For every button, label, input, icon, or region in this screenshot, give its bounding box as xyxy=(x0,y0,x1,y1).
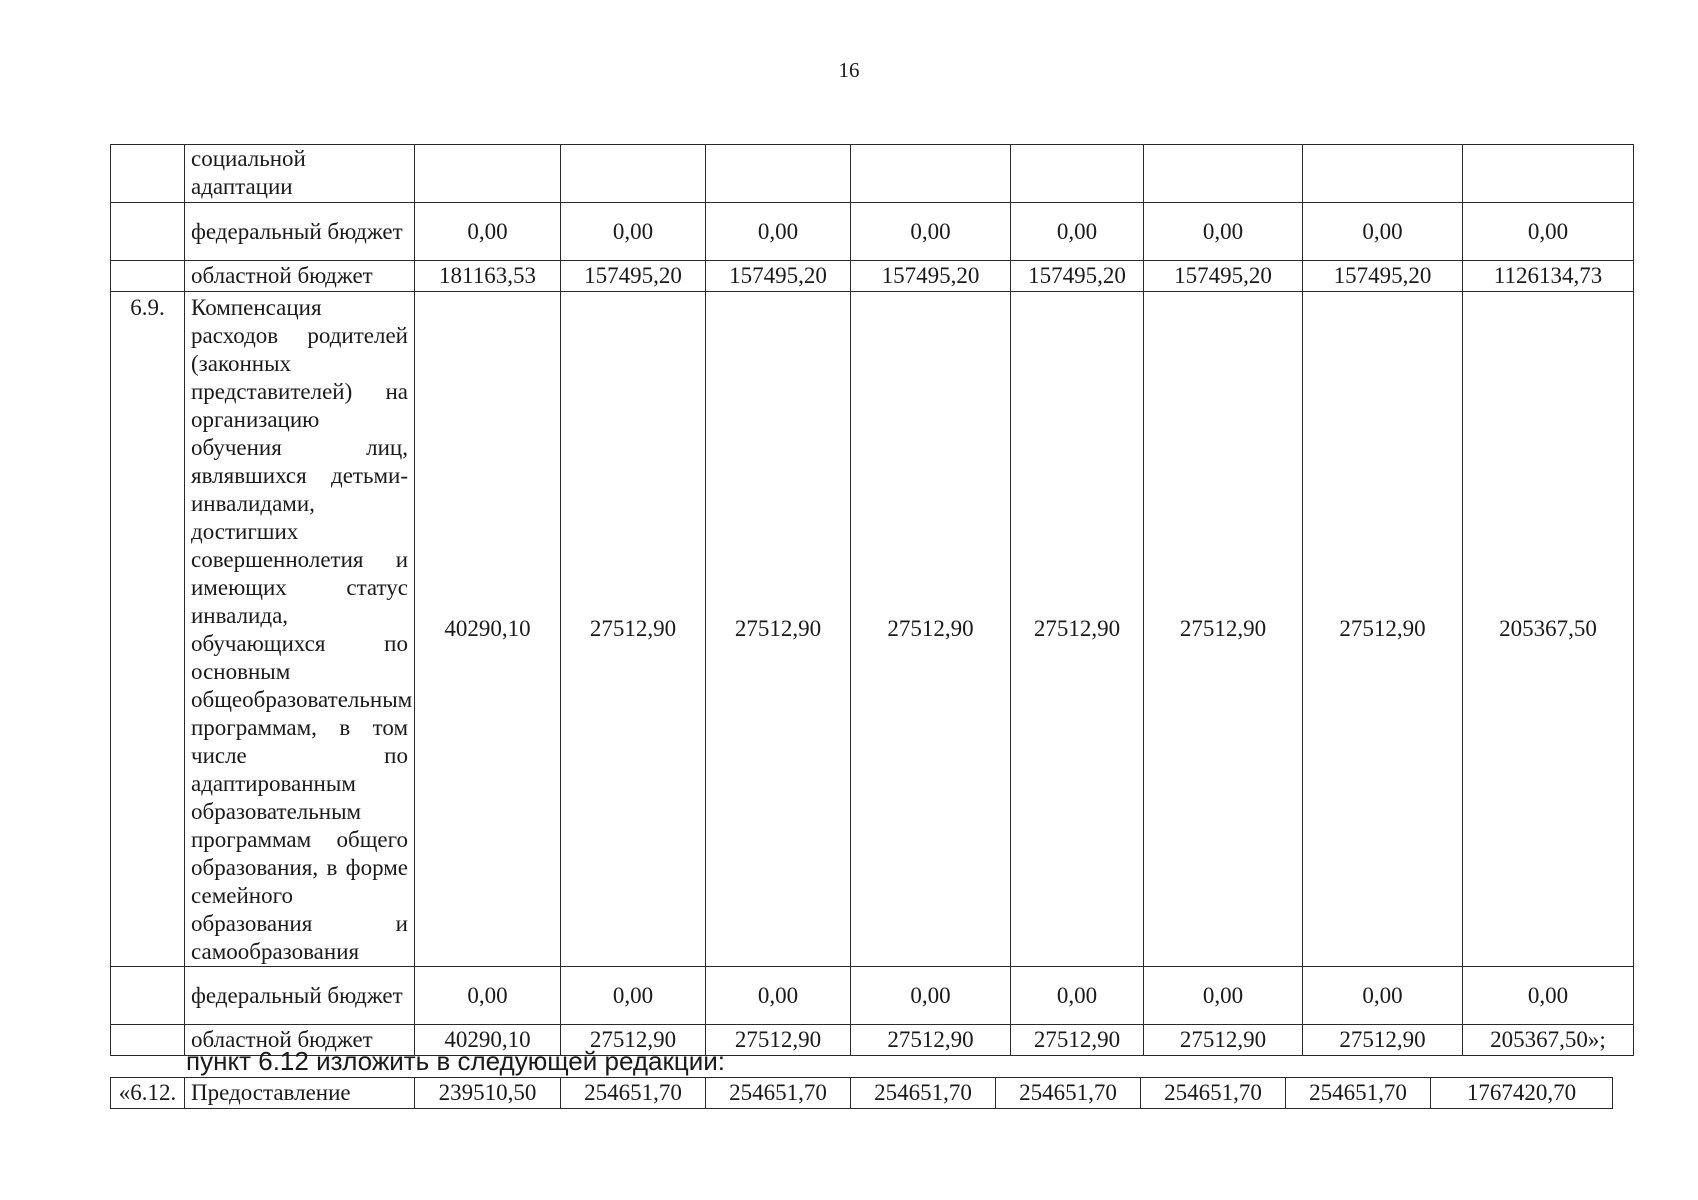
value-cell: 254651,70 xyxy=(851,1078,996,1109)
row-name: Предоставление xyxy=(185,1078,415,1109)
value-cell: 0,00 xyxy=(415,203,561,261)
value-cell xyxy=(706,145,851,203)
value-cell: 157495,20 xyxy=(706,261,851,292)
table-row xyxy=(111,1078,1613,1109)
row-name: федеральный бюджет xyxy=(185,967,415,1025)
value-cell: 0,00 xyxy=(561,967,706,1025)
value-cell: 0,00 xyxy=(706,967,851,1025)
row-index xyxy=(111,967,185,1025)
value-cell: 205367,50»; xyxy=(1463,1025,1634,1056)
row-name: областной бюджет xyxy=(185,1025,415,1056)
row-name: социальной адаптации xyxy=(185,145,415,203)
value-cell: 239510,50 xyxy=(415,1078,561,1109)
value-cell: 254651,70 xyxy=(1286,1078,1431,1109)
value-cell: 40290,10 xyxy=(415,1025,561,1056)
table-row xyxy=(111,967,1634,1025)
value-cell xyxy=(851,145,1011,203)
table-row xyxy=(111,203,1634,261)
budget-table-body xyxy=(111,145,1634,1056)
value-cell: 27512,90 xyxy=(851,1025,1011,1056)
table-row xyxy=(111,261,1634,292)
value-cell: 27512,90 xyxy=(1011,1025,1144,1056)
row-index xyxy=(111,261,185,292)
value-cell xyxy=(1011,145,1144,203)
value-cell: 254651,70 xyxy=(996,1078,1141,1109)
value-cell: 157495,20 xyxy=(1011,261,1144,292)
page-number: 16 xyxy=(838,58,860,82)
value-cell: 0,00 xyxy=(415,967,561,1025)
value-cell: 27512,90 xyxy=(1303,292,1463,967)
row-index xyxy=(111,203,185,261)
value-cell: 27512,90 xyxy=(561,292,706,967)
value-cell: 0,00 xyxy=(706,203,851,261)
value-cell: 27512,90 xyxy=(706,292,851,967)
value-cell xyxy=(415,145,561,203)
value-cell xyxy=(1303,145,1463,203)
row-name: федеральный бюджет xyxy=(185,203,415,261)
value-cell: 0,00 xyxy=(1463,203,1634,261)
value-cell: 0,00 xyxy=(851,967,1011,1025)
value-cell: 1767420,70 xyxy=(1431,1078,1613,1109)
value-cell: 254651,70 xyxy=(1141,1078,1286,1109)
amendment-note: пункт 6.12 изложить в следующей редакции: xyxy=(186,1046,726,1076)
value-cell: 0,00 xyxy=(561,203,706,261)
value-cell: 27512,90 xyxy=(706,1025,851,1056)
value-cell: 27512,90 xyxy=(561,1025,706,1056)
value-cell: 0,00 xyxy=(1011,203,1144,261)
value-cell: 27512,90 xyxy=(851,292,1011,967)
value-cell: 0,00 xyxy=(1303,967,1463,1025)
value-cell: 27512,90 xyxy=(1144,292,1303,967)
row-name: Компенсация расходов родителей (законных представителей) на организацию обучения лиц, являвшихся детьми-инвалидами, достигших совершеннолетия и имеющих статус инвалида, обучающихся по основным общеобразовательным программам, в том числе по адаптированным образовательным программам общего образования, в форме семейного образования и самообразования xyxy=(185,292,415,967)
value-cell xyxy=(561,145,706,203)
value-cell: 0,00 xyxy=(1144,203,1303,261)
value-cell: 254651,70 xyxy=(561,1078,706,1109)
value-cell: 181163,53 xyxy=(415,261,561,292)
row-index xyxy=(111,145,185,203)
row-index: «6.12. xyxy=(111,1078,185,1109)
value-cell: 157495,20 xyxy=(851,261,1011,292)
value-cell: 0,00 xyxy=(1303,203,1463,261)
value-cell: 254651,70 xyxy=(706,1078,851,1109)
row-name: областной бюджет xyxy=(185,261,415,292)
table-row xyxy=(111,292,1634,967)
value-cell: 27512,90 xyxy=(1303,1025,1463,1056)
value-cell: 205367,50 xyxy=(1463,292,1634,967)
value-cell xyxy=(1463,145,1634,203)
table-row xyxy=(111,145,1634,203)
value-cell: 0,00 xyxy=(1011,967,1144,1025)
value-cell: 0,00 xyxy=(851,203,1011,261)
next-item-table xyxy=(110,1077,1613,1109)
row-index: 6.9. xyxy=(111,292,185,967)
value-cell: 27512,90 xyxy=(1011,292,1144,967)
value-cell: 1126134,73 xyxy=(1463,261,1634,292)
value-cell: 157495,20 xyxy=(1144,261,1303,292)
value-cell: 40290,10 xyxy=(415,292,561,967)
value-cell: 157495,20 xyxy=(1303,261,1463,292)
value-cell: 0,00 xyxy=(1463,967,1634,1025)
row-index xyxy=(111,1025,185,1056)
budget-table xyxy=(110,144,1634,1056)
value-cell xyxy=(1144,145,1303,203)
value-cell: 27512,90 xyxy=(1144,1025,1303,1056)
value-cell: 157495,20 xyxy=(561,261,706,292)
value-cell: 0,00 xyxy=(1144,967,1303,1025)
